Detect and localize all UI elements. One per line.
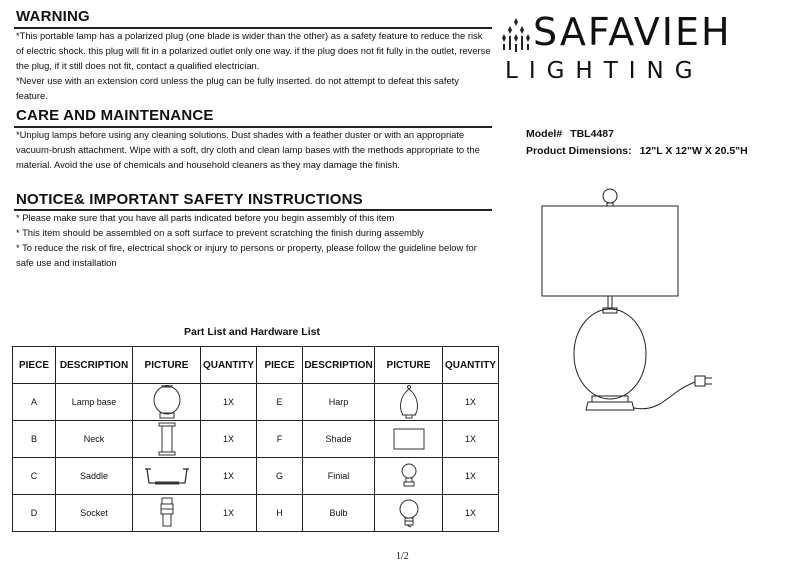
- brand-logo-icon: [500, 14, 532, 54]
- picture-cell: [133, 495, 201, 532]
- model-line: [526, 126, 748, 143]
- dimensions-value: 12"L X 12"W X 20.5"H: [639, 145, 748, 157]
- parts-header-row: [13, 347, 499, 384]
- header-description-b: DESCRIPTION: [303, 347, 375, 384]
- care-title: CARE AND MAINTENANCE: [16, 107, 214, 124]
- table-row: [13, 495, 499, 532]
- description-cell: Lamp base: [56, 384, 133, 421]
- picture-cell: [375, 384, 443, 421]
- table-row: [13, 458, 499, 495]
- header-description-a: DESCRIPTION: [56, 347, 133, 384]
- harp-icon: [389, 385, 429, 419]
- warning-text: [16, 28, 492, 103]
- header-piece-a: PIECE: [13, 347, 56, 384]
- quantity-cell: 1X: [443, 458, 499, 495]
- page-number: 1/2: [396, 551, 409, 562]
- warning-title: WARNING: [16, 8, 90, 25]
- piece-cell: D: [13, 495, 56, 532]
- picture-cell: [133, 458, 201, 495]
- description-cell: Finial: [303, 458, 375, 495]
- lamp-illustration-icon: [540, 186, 720, 426]
- header-quantity-a: QUANTITY: [201, 347, 257, 384]
- header-picture-b: PICTURE: [375, 347, 443, 384]
- warning-paragraph-1: *This portable lamp has a polarized plug (one blade is wider than the other) as a safety feature to reduce the risk of electric shock. this plug will fit in a polarized outlet only one way. if the plug does not fit fully in the outlet, reverse the plug, if it still does not fit, contact a qualified electrician.: [16, 30, 491, 71]
- notice-paragraph-3: * To reduce the risk of fire, electrical shock or injury to persons or property, please follow the guideline below for safe use and installation: [16, 242, 477, 268]
- description-cell: Shade: [303, 421, 375, 458]
- model-value: TBL4487: [570, 128, 614, 140]
- picture-cell: [133, 384, 201, 421]
- notice-title: NOTICE& IMPORTANT SAFETY INSTRUCTIONS: [16, 191, 363, 208]
- table-row: [13, 421, 499, 458]
- piece-cell: F: [257, 421, 303, 458]
- model-info: [526, 126, 748, 160]
- parts-list-title: Part List and Hardware List: [184, 326, 320, 338]
- header-picture-a: PICTURE: [133, 347, 201, 384]
- dimensions-line: [526, 143, 748, 160]
- quantity-cell: 1X: [443, 495, 499, 532]
- care-paragraph-1: *Unplug lamps before using any cleaning solutions. Dust shades with a feather duster or with an appropriate vacuum-brush attachment. Wipe with a soft, dry cloth and clean lamp bases with the methods appropriate to the material. Avoid the use of chemicals and household cleaners as they may damage the finish.: [16, 129, 480, 170]
- brand-sub: LIGHTING: [505, 58, 704, 84]
- quantity-cell: 1X: [201, 421, 257, 458]
- picture-cell: [375, 421, 443, 458]
- description-cell: Neck: [56, 421, 133, 458]
- piece-cell: C: [13, 458, 56, 495]
- warning-paragraph-2: *Never use with an extension cord unless the plug can be fully inserted. do not attempt to defeat this safety feature.: [16, 75, 459, 101]
- notice-paragraph-1: * Please make sure that you have all parts indicated before you begin assembly of this item: [16, 212, 395, 223]
- socket-icon: [147, 496, 187, 530]
- shade-icon: [389, 422, 429, 456]
- finial-icon: [389, 459, 429, 493]
- quantity-cell: 1X: [201, 384, 257, 421]
- lamp-base-icon: [147, 385, 187, 419]
- header-piece-b: PIECE: [257, 347, 303, 384]
- bulb-icon: [389, 496, 429, 530]
- quantity-cell: 1X: [443, 384, 499, 421]
- quantity-cell: 1X: [201, 495, 257, 532]
- piece-cell: B: [13, 421, 56, 458]
- piece-cell: G: [257, 458, 303, 495]
- description-cell: Harp: [303, 384, 375, 421]
- description-cell: Saddle: [56, 458, 133, 495]
- care-text: [16, 127, 492, 172]
- brand-name: SAFAVIEH: [533, 10, 732, 54]
- saddle-icon: [141, 459, 193, 493]
- piece-cell: E: [257, 384, 303, 421]
- neck-icon: [147, 422, 187, 456]
- table-row: [13, 384, 499, 421]
- piece-cell: A: [13, 384, 56, 421]
- model-label: Model#: [526, 128, 563, 140]
- picture-cell: [375, 458, 443, 495]
- notice-paragraph-2: * This item should be assembled on a soft surface to prevent scratching the finish during assembly: [16, 227, 424, 238]
- quantity-cell: 1X: [443, 421, 499, 458]
- picture-cell: [375, 495, 443, 532]
- picture-cell: [133, 421, 201, 458]
- dimensions-label: Product Dimensions:: [526, 145, 632, 157]
- parts-table: [12, 346, 499, 532]
- description-cell: Socket: [56, 495, 133, 532]
- description-cell: Bulb: [303, 495, 375, 532]
- header-quantity-b: QUANTITY: [443, 347, 499, 384]
- quantity-cell: 1X: [201, 458, 257, 495]
- notice-text: [16, 210, 492, 270]
- piece-cell: H: [257, 495, 303, 532]
